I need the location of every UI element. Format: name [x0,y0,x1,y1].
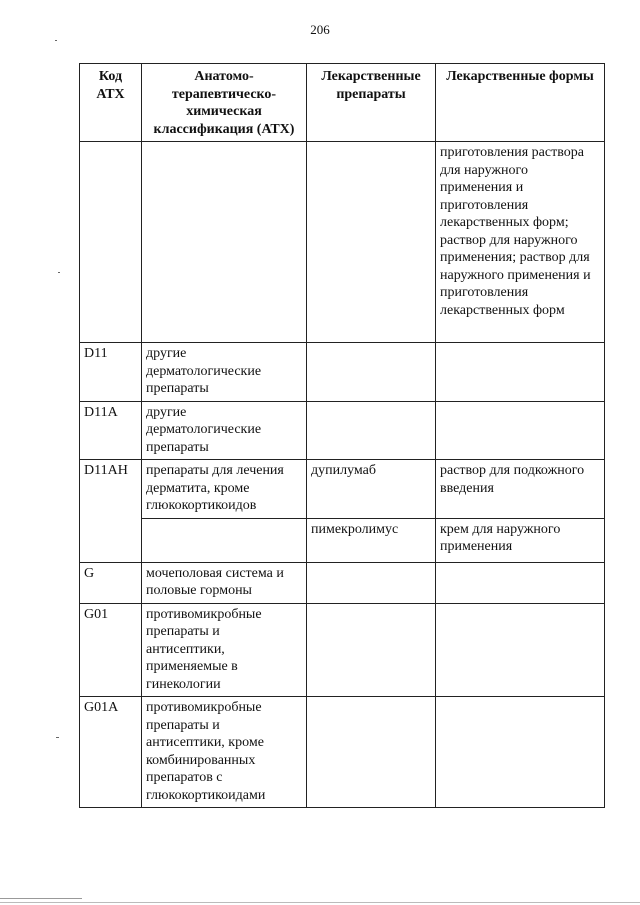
cell-drug [307,562,436,603]
cell-code: G01A [80,697,142,808]
cell-code: G [80,562,142,603]
cell-drug [307,142,436,343]
cell-drug [307,343,436,402]
cell-drug [307,697,436,808]
cell-form [436,401,605,460]
header-drugs: Лекарственные препараты [307,64,436,142]
cell-atc [142,142,307,343]
header-atc-classification: Анатомо-терапевтическо-химическая классификация (АТХ) [142,64,307,142]
cell-drug [307,603,436,697]
scan-mark [0,898,82,899]
scan-mark [58,272,60,273]
cell-code: G01 [80,603,142,697]
cell-form: раствор для подкожного введения [436,460,605,519]
table-row [80,401,605,460]
cell-code: D11 [80,343,142,402]
cell-form [436,697,605,808]
scan-mark [56,737,59,738]
cell-form [436,343,605,402]
cell-drug: дупилумаб [307,460,436,519]
table-header-row [80,64,605,142]
atc-table [79,63,605,808]
scan-mark [0,902,640,903]
cell-code: D11AH [80,460,142,563]
page-number: 206 [310,22,330,37]
table-row [80,603,605,697]
table-row [80,518,605,562]
cell-code [80,142,142,343]
scan-mark [55,40,57,41]
cell-atc: другие дерматологические препараты [142,401,307,460]
table-row [80,697,605,808]
cell-atc: противомикробные препараты и антисептики, применяемые в гинекологии [142,603,307,697]
cell-form [436,562,605,603]
header-code: Код АТХ [80,64,142,142]
table-row [80,562,605,603]
table-row [80,343,605,402]
cell-atc: мочеполовая система и половые гормоны [142,562,307,603]
cell-atc [142,518,307,562]
cell-atc: противомикробные препараты и антисептики, кроме комбинированных препаратов с глюкокортикоидами [142,697,307,808]
header-forms: Лекарственные формы [436,64,605,142]
table-row [80,460,605,519]
cell-drug: пимекролимус [307,518,436,562]
cell-form: крем для наружного применения [436,518,605,562]
cell-atc: препараты для лечения дерматита, кроме глюкокортикоидов [142,460,307,519]
table-row [80,142,605,343]
cell-code: D11A [80,401,142,460]
cell-drug [307,401,436,460]
cell-form: приготовления раствора для наружного применения и приготовления лекарственных форм; раствор для наружного применения; раствор для наружного применения и приготовления лекарственных форм [436,142,605,343]
cell-form [436,603,605,697]
cell-atc: другие дерматологические препараты [142,343,307,402]
